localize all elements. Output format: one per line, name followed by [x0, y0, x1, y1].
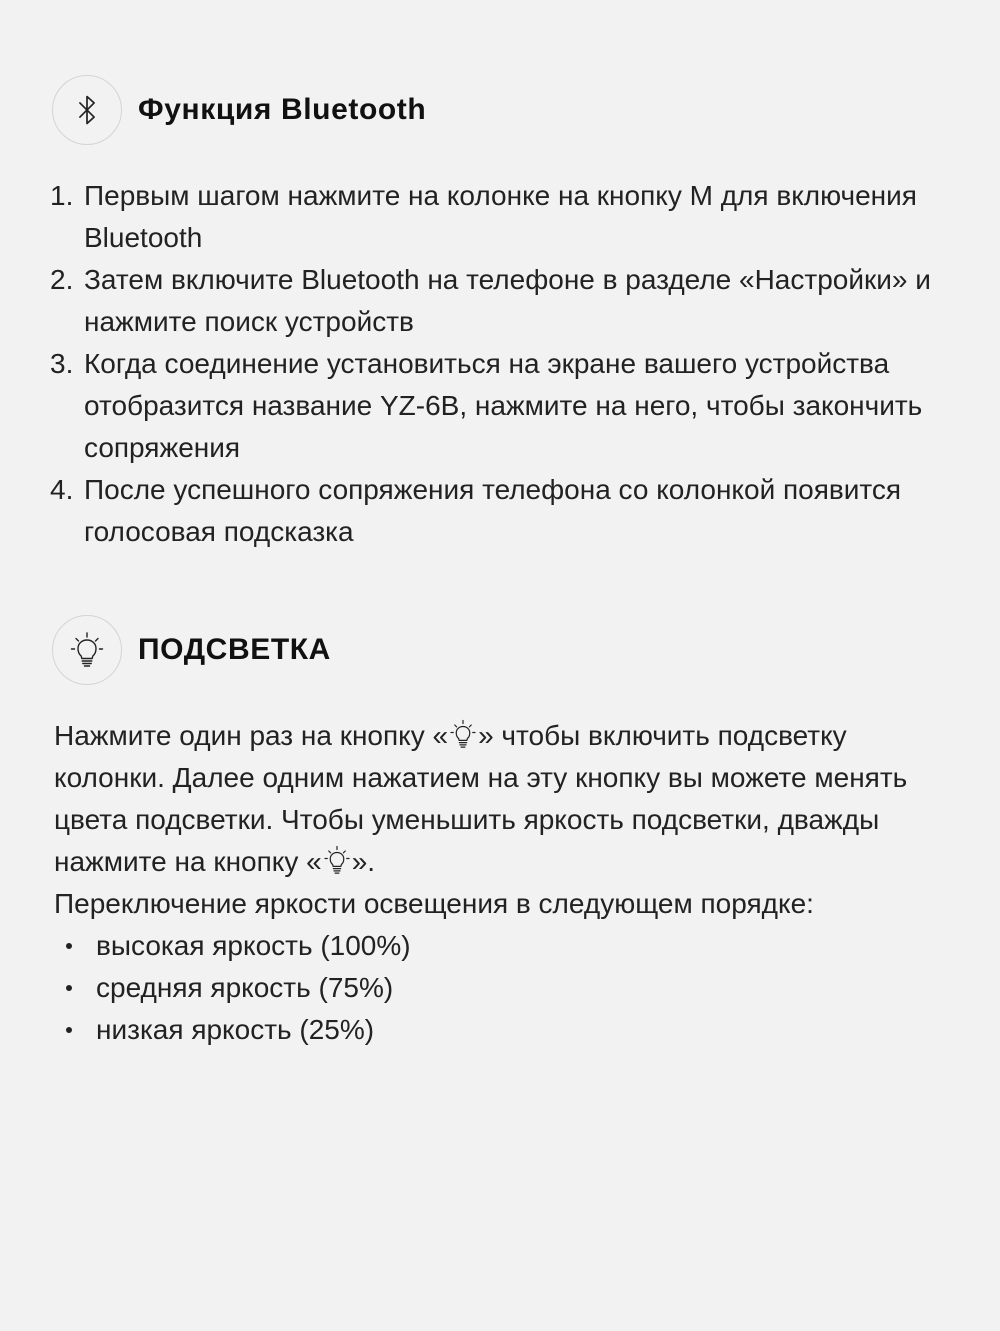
- lighting-text-part3: ».: [351, 846, 376, 877]
- list-item: [66, 967, 411, 1009]
- step-item: [50, 175, 970, 259]
- bluetooth-title: Функция Bluetooth: [138, 93, 427, 126]
- list-item: [66, 925, 411, 967]
- step-item: [50, 259, 970, 343]
- list-item: [66, 1009, 411, 1051]
- step-item: [50, 469, 970, 553]
- lighting-instructions: [54, 715, 964, 925]
- lighting-text-part1: Нажмите один раз на кнопку «: [54, 720, 449, 751]
- brightness-level-text: низкая яркость (25%): [96, 1014, 375, 1045]
- step-number: 3.: [50, 348, 74, 379]
- brightness-level-text: средняя яркость (75%): [96, 972, 394, 1003]
- bullet-icon: [66, 943, 72, 949]
- bullet-icon: [66, 1027, 72, 1033]
- lightbulb-icon: [67, 630, 107, 670]
- bluetooth-icon-circle: [52, 75, 122, 145]
- lightbulb-icon: [448, 717, 478, 751]
- step-text: Первым шагом нажмите на колонке на кнопку M для включения Bluetooth: [84, 180, 917, 253]
- brightness-level-text: высокая яркость (100%): [96, 930, 411, 961]
- step-text: Затем включите Bluetooth на телефоне в разделе «Настройки» и нажмите поиск устройств: [84, 264, 931, 337]
- lighting-section-header: [52, 615, 331, 685]
- bluetooth-section-header: [52, 75, 426, 145]
- step-number: 2.: [50, 264, 74, 295]
- lighting-title: ПОДСВЕТКА: [138, 633, 331, 666]
- lightbulb-icon: [322, 843, 352, 877]
- step-text: Когда соединение установиться на экране вашего устройства отобразится название YZ-6B, нажмите на него, чтобы закончить сопряжения: [84, 348, 923, 463]
- lighting-text-part2: » чтобы включить подсветку колонки. Далее одним нажатием на эту кнопку вы можете менять цвета подсветки. Чтобы уменьшить яркость подсветки, дважды нажмите на кнопку «: [54, 720, 908, 877]
- bluetooth-icon: [70, 93, 104, 127]
- brightness-levels-list: [66, 925, 411, 1051]
- step-number: 1.: [50, 180, 74, 211]
- bullet-icon: [66, 985, 72, 991]
- step-item: [50, 343, 970, 469]
- step-number: 4.: [50, 474, 74, 505]
- step-text: После успешного сопряжения телефона со колонкой появится голосовая подсказка: [84, 474, 902, 547]
- bluetooth-steps-list: [50, 175, 970, 553]
- lightbulb-icon-circle: [52, 615, 122, 685]
- lighting-text-part4: Переключение яркости освещения в следующем порядке:: [54, 888, 814, 919]
